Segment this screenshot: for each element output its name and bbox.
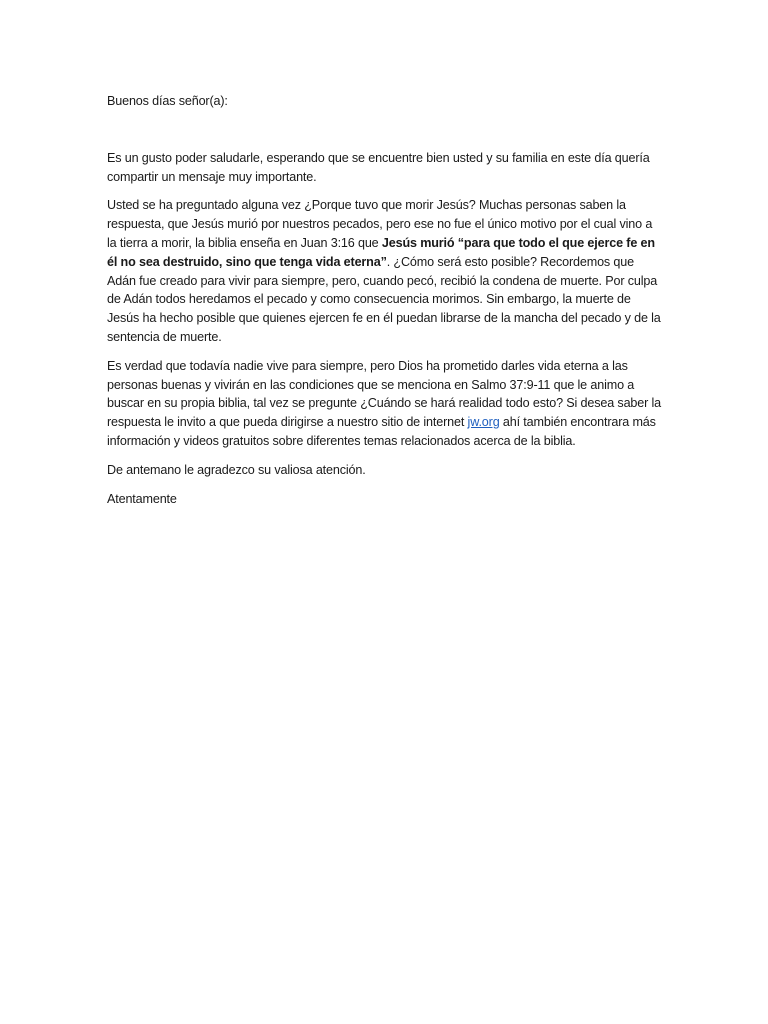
- website-link[interactable]: jw.org: [467, 415, 500, 430]
- paragraph-thanks: De antemano le agradezco su valiosa atención.: [107, 462, 366, 477]
- greeting: Buenos días señor(a):: [107, 94, 228, 108]
- paragraph-eternal-life-text-b: ahí también encontrara más información y videos gratuitos sobre diferentes temas relacionados acerca de la biblia.: [107, 415, 656, 448]
- paragraph-intro: Es un gusto poder saludarle, esperando que se encuentre bien usted y su familia en este día quería compartir un mensaje muy importante.: [107, 150, 650, 184]
- bible-quote-bold: Jesús murió “para que todo el que ejerce fe en él no sea destruido, sino que tenga vida eterna”: [107, 235, 655, 269]
- paragraph-jesus-death-text-a: Usted se ha preguntado alguna vez ¿Porque tuvo que morir Jesús? Muchas personas saben la respuesta, que Jesús murió por nuestros pecados, pero ese no fue el único motivo por el cual vino a la tierra a morir, la biblia enseña en Juan 3:16 que: [107, 198, 653, 250]
- closing: Atentamente: [107, 491, 177, 506]
- paragraph-eternal-life-text-a: Es verdad que todavía nadie vive para siempre, pero Dios ha prometido darles vida eterna a las personas buenas y vivirán en las condiciones que se menciona en Salmo 37:9-11 que le animo a buscar en su propia biblia, tal vez se pregunte ¿Cuándo se hará realidad todo esto? Si desea saber la respuesta le invito a que pueda dirigirse a nuestro sitio de internet: [107, 358, 662, 430]
- letter-body: [107, 92, 663, 518]
- paragraph-jesus-death: [107, 196, 663, 346]
- paragraph-eternal-life: [107, 357, 663, 451]
- paragraph-jesus-death-text-b: . ¿Cómo será esto posible? Recordemos que Adán fue creado para vivir para siempre, pero, cuando pecó, recibió la condena de muerte. Por culpa de Adán todos heredamos el pecado y como consecuencia morimos. Sin embargo, la muerte de Jesús ha hecho posible que quienes ejercen fe en él puedan librarse de la mancha del pecado y de la sentencia de muerte.: [107, 254, 661, 344]
